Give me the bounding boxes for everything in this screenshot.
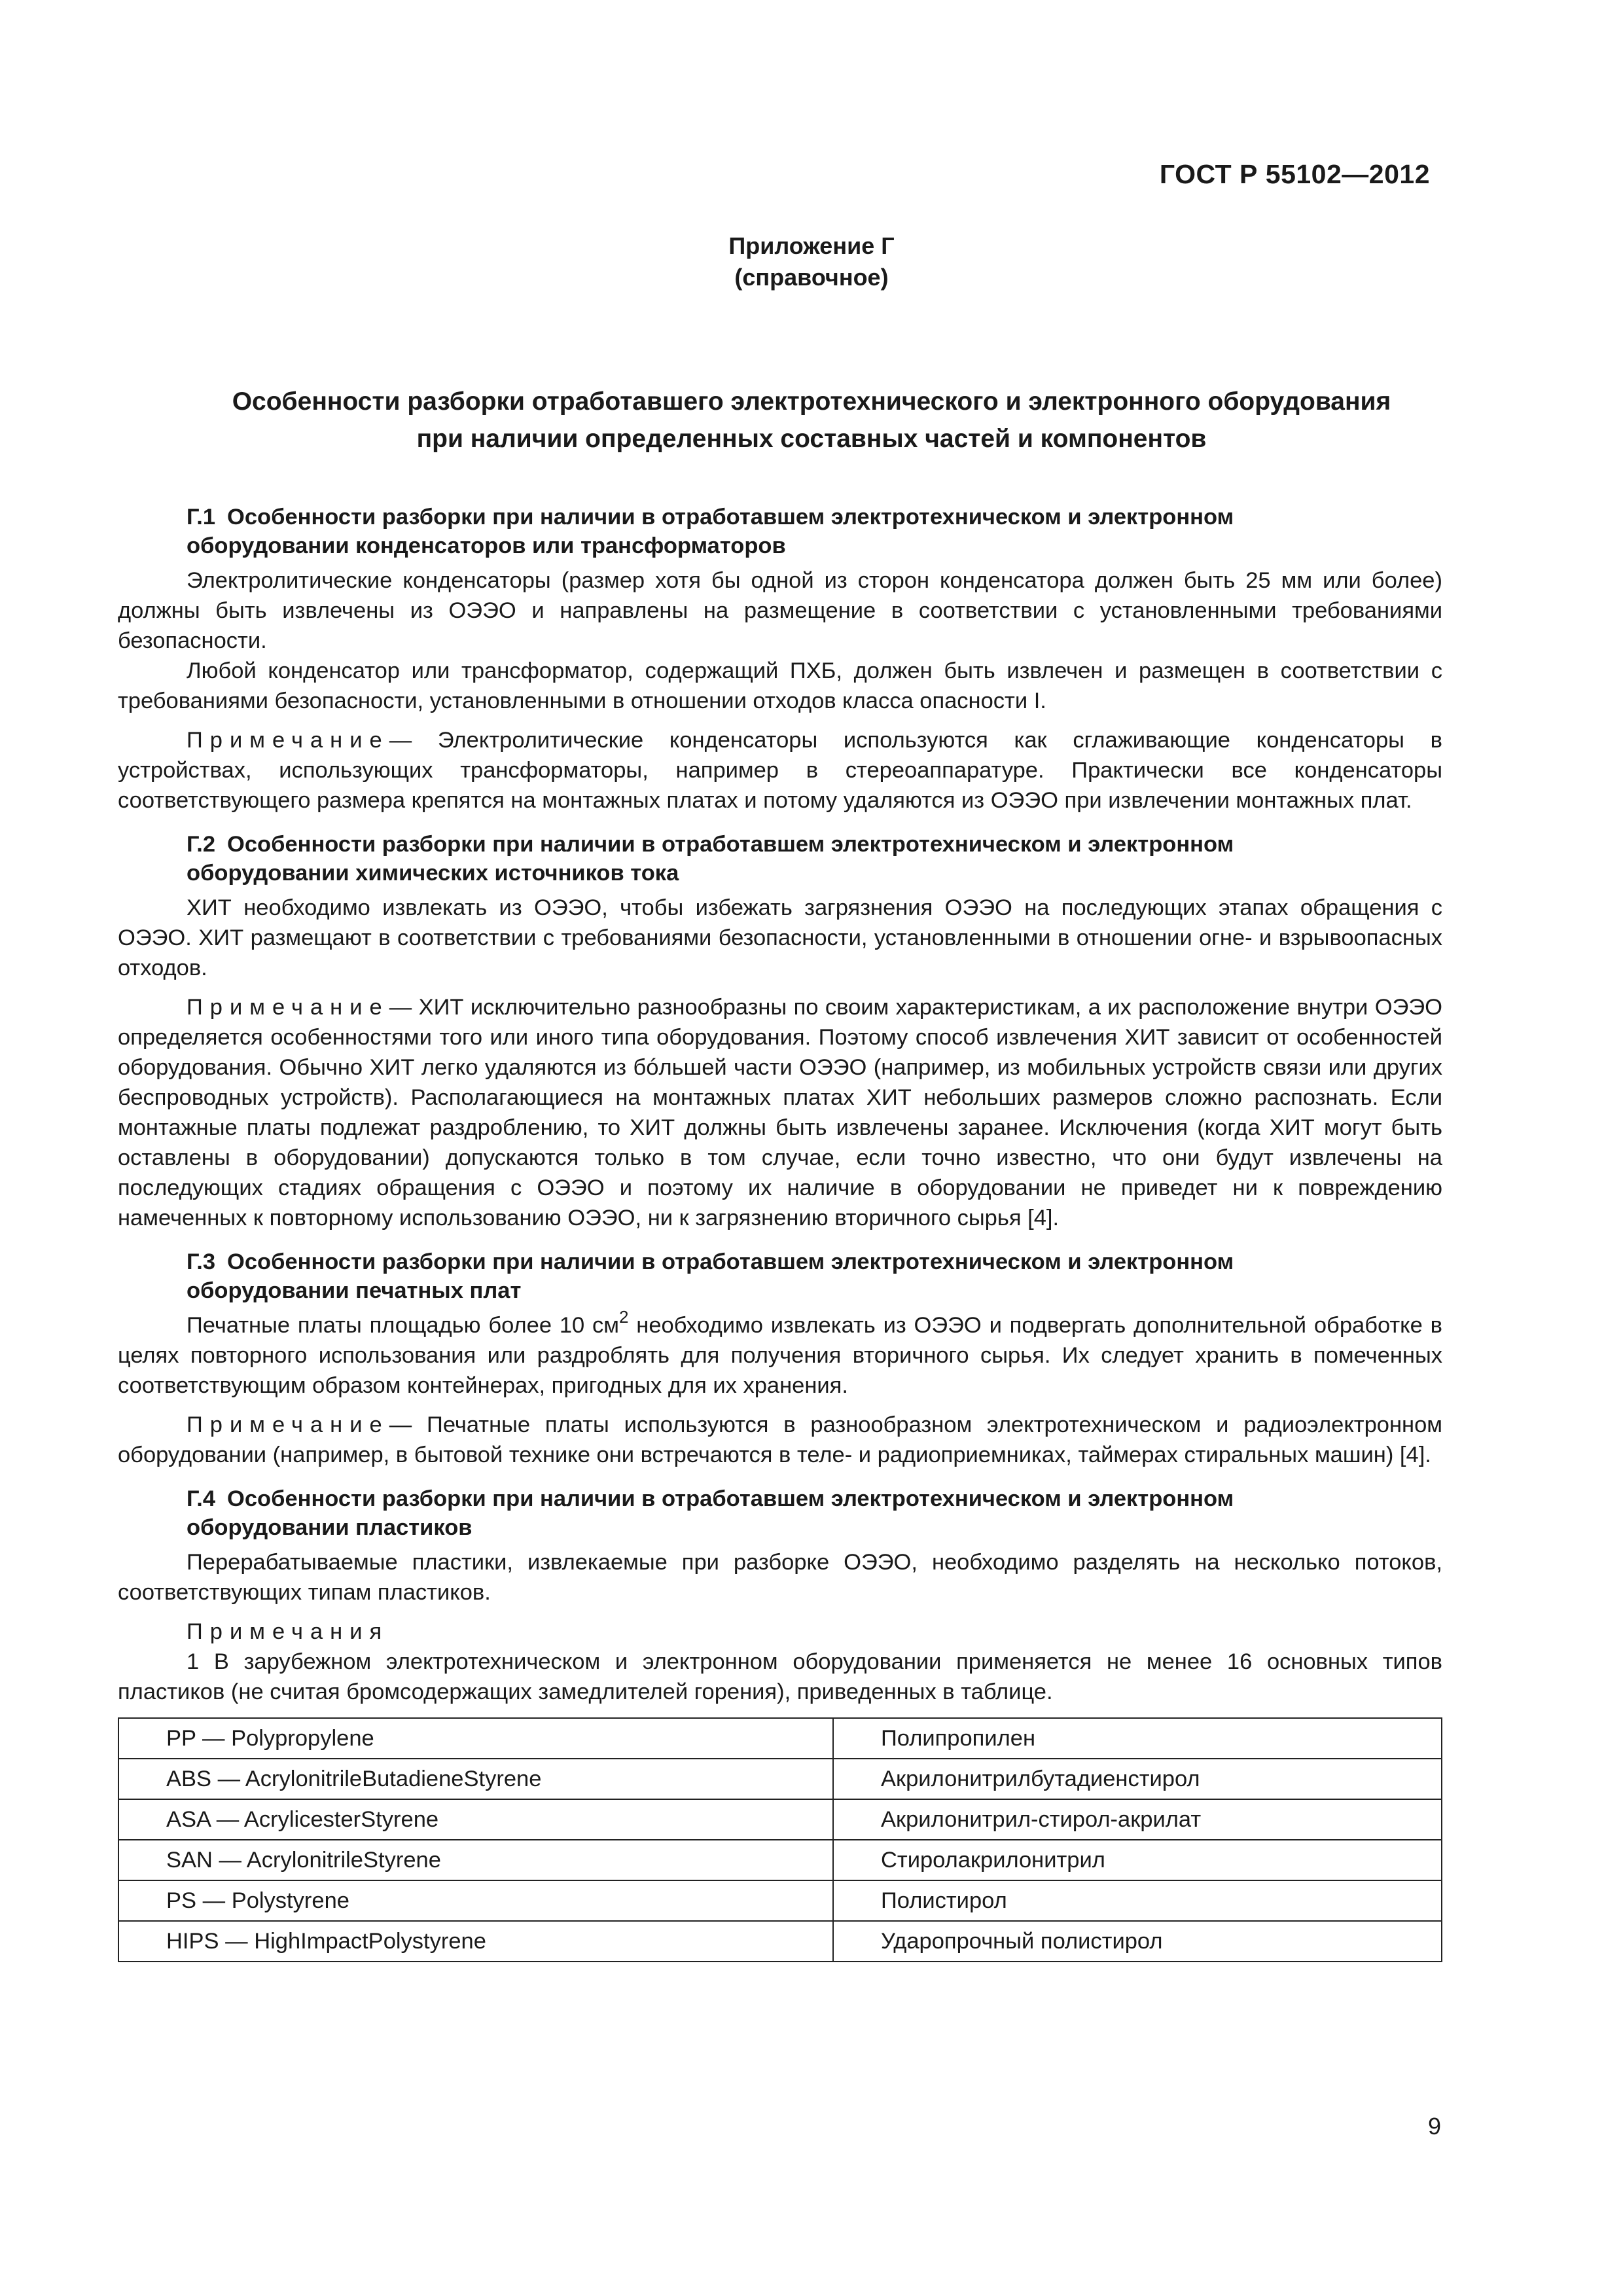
section-heading-g3 xyxy=(118,1247,1442,1305)
paragraph xyxy=(118,1306,1442,1401)
plastic-code-cell: ABS — AcrylonitrileButadieneStyrene xyxy=(118,1759,833,1799)
plastic-name-cell: Акрилонитрилбутадиенстирол xyxy=(833,1759,1442,1799)
paragraph-text: Печатные платы площадью более 10 см xyxy=(187,1313,620,1338)
section-number: Г.1 xyxy=(187,505,216,529)
plastic-name-cell: Полипропилен xyxy=(833,1718,1442,1759)
table-row xyxy=(118,1840,1442,1880)
document-body xyxy=(118,503,1442,1962)
table-row xyxy=(118,1880,1442,1921)
paragraph: Перерабатываемые пластики, извлекаемые при разборке ОЭЭО, необходимо разделять на несколько потоков, соответствующих типам пластиков. xyxy=(118,1550,1442,1605)
table-row xyxy=(118,1718,1442,1759)
note-text: — Электролитические конденсаторы используются как сглаживающие конденсаторы в устройствах, использующих трансформаторы, например в стереоаппаратуре. Практически все конденсаторы соответствующего размера крепятся на монтажных платах и потому удаляются из ОЭЭО при извлечении монтажных плат. xyxy=(118,728,1442,813)
section-heading-g1 xyxy=(118,503,1442,560)
section-heading-g2 xyxy=(118,830,1442,888)
plastic-code-cell: SAN — AcrylonitrileStyrene xyxy=(118,1840,833,1880)
note xyxy=(118,725,1442,816)
plastics-table xyxy=(118,1717,1442,1962)
section-heading-line-2: оборудовании химических источников тока xyxy=(187,861,679,886)
title-line-2: при наличии определенных составных частей и компонентов xyxy=(416,425,1207,453)
section-heading-line-1: Особенности разборки при наличии в отработавшем электротехническом и электронном xyxy=(227,832,1234,857)
title-line-1: Особенности разборки отработавшего электротехнического и электронного оборудования xyxy=(232,387,1391,416)
document-code: ГОСТ Р 55102—2012 xyxy=(1159,159,1430,189)
section-heading-line-2: оборудовании печатных плат xyxy=(187,1278,522,1303)
table-row xyxy=(118,1759,1442,1799)
section-heading-line-1: Особенности разборки при наличии в отработавшем электротехническом и электронном xyxy=(227,1249,1234,1274)
plastic-name-cell: Акрилонитрил-стирол-акрилат xyxy=(833,1799,1442,1840)
note-text: — Печатные платы используются в разнообразном электротехническом и радиоэлектронном оборудовании (например, в бытовой технике они встречаются в теле- и радиоприемниках, таймерах стиральных машин) [4]. xyxy=(118,1412,1442,1467)
appendix-type: (справочное) xyxy=(734,264,889,291)
note-item-1: 1 В зарубежном электротехническом и электронном оборудовании применяется не менее 16 основных типов пластиков (не считая бромсодержащих замедлителей горения), приведенных в таблице. xyxy=(118,1649,1442,1704)
section-heading-g4 xyxy=(118,1484,1442,1542)
section-number: Г.3 xyxy=(187,1249,216,1274)
appendix-title xyxy=(0,383,1623,457)
note xyxy=(118,992,1442,1233)
section-heading-line-2: оборудовании конденсаторов или трансформаторов xyxy=(187,533,786,558)
section-number: Г.4 xyxy=(187,1486,216,1511)
appendix-label: Приложение Г xyxy=(728,232,895,259)
plastic-code-cell: HIPS — HighImpactPolystyrene xyxy=(118,1921,833,1962)
plastic-name-cell: Ударопрочный полистирол xyxy=(833,1921,1442,1962)
table-row xyxy=(118,1799,1442,1840)
plastic-name-cell: Стиролакрилонитрил xyxy=(833,1840,1442,1880)
superscript: 2 xyxy=(619,1306,629,1327)
note-label: Примечание xyxy=(187,728,389,753)
paragraph: ХИТ необходимо извлекать из ОЭЭО, чтобы избежать загрязнения ОЭЭО на последующих этапах обращения с ОЭЭО. ХИТ размещают в соответствии с требованиями безопасности, установленными в отношении огне- и взрывоопасных отходов. xyxy=(118,895,1442,980)
note-text: — ХИТ исключительно разнообразны по своим характеристикам, а их расположение внутри ОЭЭО определяется особенностями того или иного типа оборудования. Поэтому способ извлечения ХИТ зависит от особенностей оборудования. Обычно ХИТ легко удаляются из бóльшей части ОЭЭО (например, из мобильных устройств связи или других беспроводных устройств). Располагающиеся на монтажных платах ХИТ небольших размеров сложно распознать. Если монтажные платы подлежат раздроблению, то ХИТ должны быть извлечены заранее. Исключения (когда ХИТ могут быть оставлены в оборудовании) допускаются только в том случае, если точно известно, что они будут извлечены на последующих стадиях обращения с ОЭЭО и поэтому их наличие в оборудовании не приведет ни к повреждению намеченных к повторному использованию ОЭЭО, ни к загрязнению вторичного сырья [4]. xyxy=(118,995,1442,1230)
plastic-code-cell: PP — Polypropylene xyxy=(118,1718,833,1759)
plastic-code-cell: ASA — AcrylicesterStyrene xyxy=(118,1799,833,1840)
note-label: Примечания xyxy=(187,1619,389,1644)
plastic-name-cell: Полистирол xyxy=(833,1880,1442,1921)
paragraph: Любой конденсатор или трансформатор, содержащий ПХБ, должен быть извлечен и размещен в соответствии с требованиями безопасности, установленными в отношении отходов класса опасности I. xyxy=(118,658,1442,713)
section-heading-line-2: оборудовании пластиков xyxy=(187,1515,473,1540)
plastic-code-cell: PS — Polystyrene xyxy=(118,1880,833,1921)
page-number: 9 xyxy=(1427,2113,1441,2140)
appendix-heading xyxy=(0,230,1623,293)
note-label: Примечание xyxy=(187,995,389,1020)
table-row xyxy=(118,1921,1442,1962)
paragraph-text: необходимо извлекать из ОЭЭО и подвергать дополнительной обработке в целях повторного использования или раздроблять для получения вторичного сырья. Их следует хранить в помеченных соответствующим образом контейнерах, пригодных для их хранения. xyxy=(118,1313,1442,1398)
note xyxy=(118,1410,1442,1470)
section-heading-line-1: Особенности разборки при наличии в отработавшем электротехническом и электронном xyxy=(227,1486,1234,1511)
paragraph: Электролитические конденсаторы (размер хотя бы одной из сторон конденсатора должен быть 25 мм или более) должны быть извлечены из ОЭЭО и направлены на размещение в соответствии с установленными требованиями безопасности. xyxy=(118,568,1442,653)
section-heading-line-1: Особенности разборки при наличии в отработавшем электротехническом и электронном xyxy=(227,505,1234,529)
note-label: Примечание xyxy=(187,1412,389,1437)
notes-label xyxy=(118,1617,1442,1647)
section-number: Г.2 xyxy=(187,832,216,857)
